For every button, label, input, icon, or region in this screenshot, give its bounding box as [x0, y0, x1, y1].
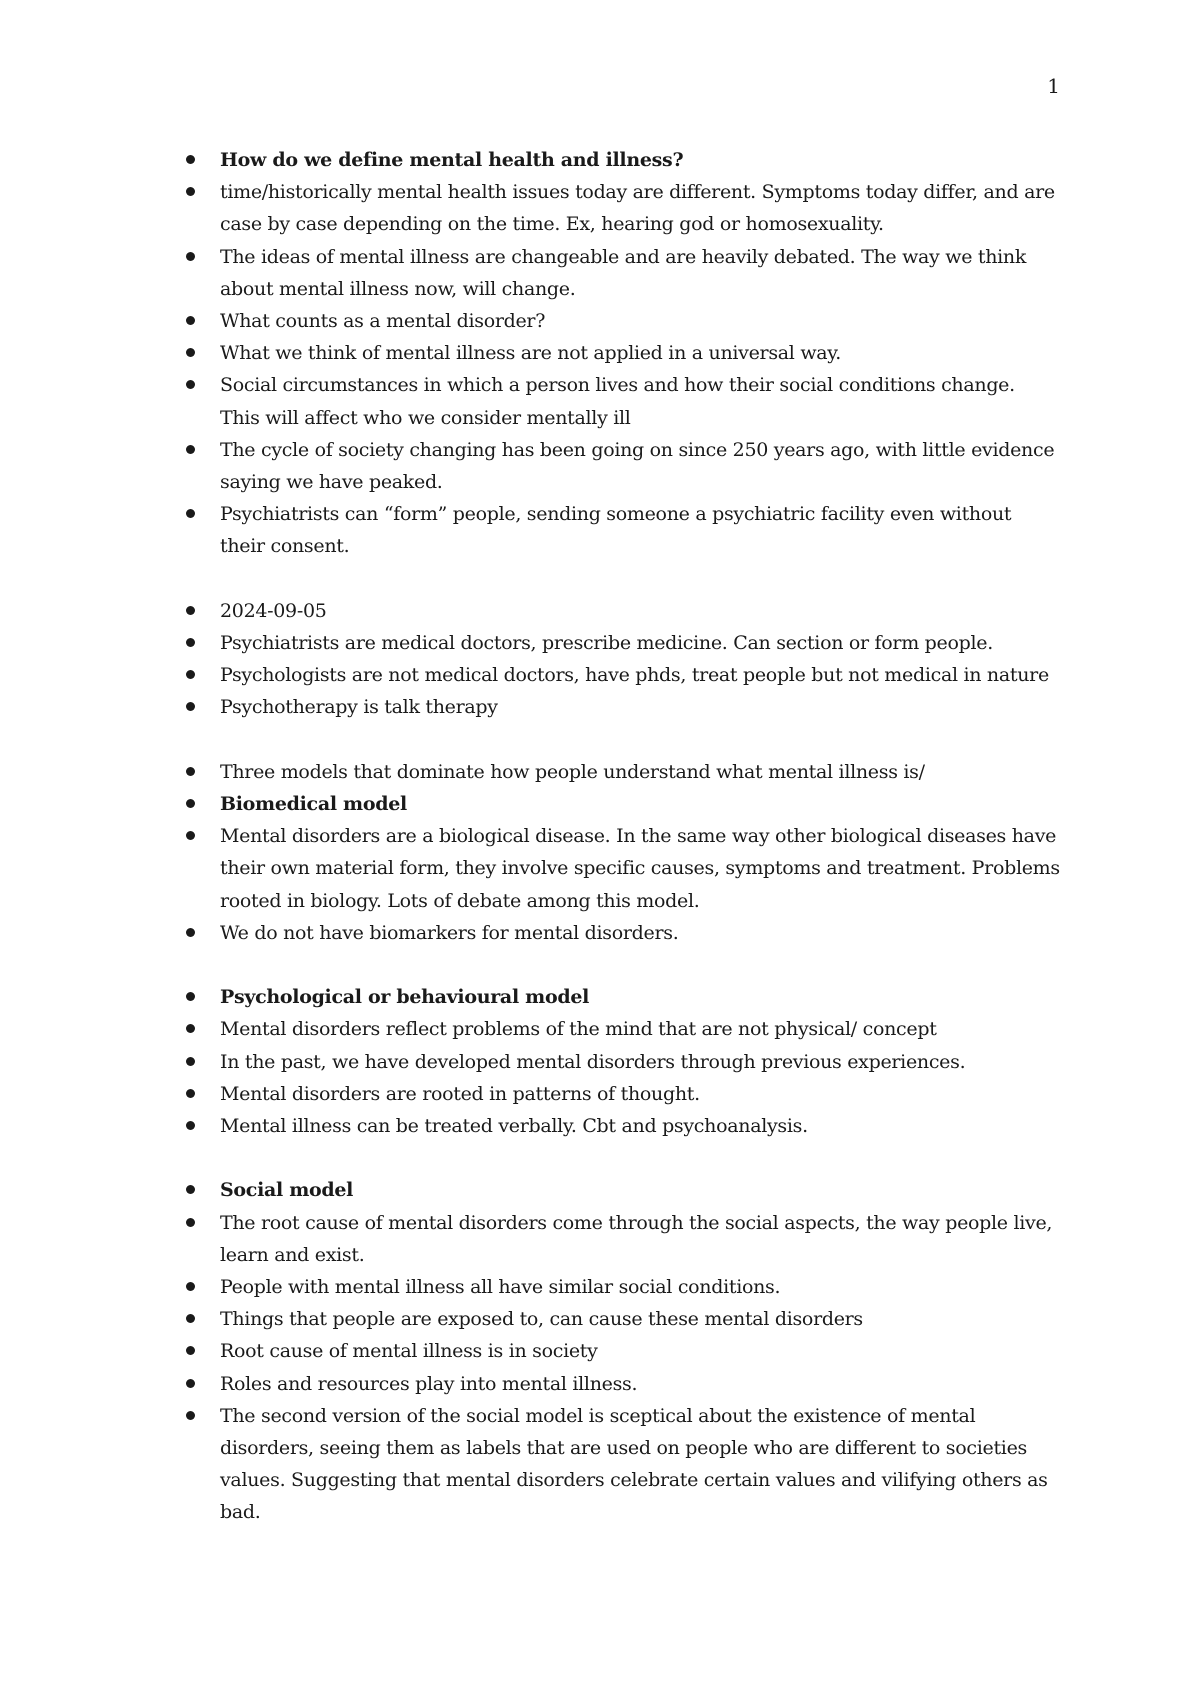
bullet-icon	[186, 1024, 195, 1033]
page-number: 1	[1047, 74, 1060, 98]
list-heading	[186, 1174, 1060, 1206]
list-item	[186, 595, 1060, 627]
bullet-icon	[186, 316, 195, 325]
list-item	[186, 1078, 1060, 1110]
bullet-icon	[186, 1411, 195, 1420]
bullet-icon	[186, 1314, 195, 1323]
bullet-icon	[186, 1089, 195, 1098]
bullet-icon	[186, 1185, 195, 1194]
bullet-icon	[186, 1346, 195, 1355]
list-item	[186, 1013, 1060, 1045]
list-item	[186, 1303, 1060, 1335]
list-item	[186, 337, 1060, 369]
list-item-text: Psychologists are not medical doctors, have phds, treat people but not medical in nature	[220, 664, 1049, 687]
bullet-icon	[186, 638, 195, 647]
list-item-text: Mental disorders are a biological disease. In the same way other biological diseases have their own material form, they involve specific causes, symptoms and treatment. Problems rooted in biology. Lots of debate among this model.	[220, 825, 1060, 912]
bullet-icon	[186, 992, 195, 1001]
bullet-icon	[186, 252, 195, 261]
list-item	[186, 659, 1060, 691]
list-item-text: Social circumstances in which a person lives and how their social conditions change. This will affect who we consider mentally ill	[220, 374, 1015, 429]
list-item-text: Mental illness can be treated verbally. Cbt and psychoanalysis.	[220, 1115, 808, 1138]
list-item-text: Three models that dominate how people understand what mental illness is/	[220, 760, 925, 783]
list-item-text: Psychiatrists can “form” people, sending someone a psychiatric facility even without their consent.	[220, 503, 1012, 558]
list-item-text: In the past, we have developed mental disorders through previous experiences.	[220, 1050, 966, 1073]
bullet-icon	[186, 380, 195, 389]
section-spacer	[186, 724, 1060, 756]
list-item	[186, 305, 1060, 337]
bullet-icon	[186, 1379, 195, 1388]
list-item	[186, 241, 1060, 305]
list-item	[186, 691, 1060, 723]
list-item	[186, 627, 1060, 659]
list-item-text: Psychiatrists are medical doctors, prescribe medicine. Can section or form people.	[220, 632, 993, 655]
list-item-text: The root cause of mental disorders come through the social aspects, the way people live, learn and exist.	[220, 1211, 1053, 1266]
list-item-text: 2024-09-05	[220, 599, 327, 622]
list-item	[186, 434, 1060, 498]
bullet-icon	[186, 509, 195, 518]
list-item	[186, 1400, 1060, 1529]
list-item-text: Psychotherapy is talk therapy	[220, 696, 498, 719]
bullet-icon	[186, 928, 195, 937]
bullet-icon	[186, 606, 195, 615]
list-heading	[186, 981, 1060, 1013]
list-item	[186, 1046, 1060, 1078]
section-spacer	[186, 949, 1060, 981]
list-item-text: Mental disorders reflect problems of the mind that are not physical/ concept	[220, 1018, 937, 1041]
list-item-text: Root cause of mental illness is in society	[220, 1340, 598, 1363]
bullet-icon	[186, 187, 195, 196]
bullet-icon	[186, 445, 195, 454]
list-item	[186, 498, 1060, 562]
bullet-icon	[186, 1121, 195, 1130]
list-item-text: Psychological or behavioural model	[220, 986, 590, 1009]
list-heading	[186, 788, 1060, 820]
bullet-icon	[186, 831, 195, 840]
list-item	[186, 1207, 1060, 1271]
list-item-text: Mental disorders are rooted in patterns of thought.	[220, 1082, 700, 1105]
list-item	[186, 1368, 1060, 1400]
bullet-icon	[186, 1282, 195, 1291]
bullet-icon	[186, 348, 195, 357]
list-item-text: time/historically mental health issues today are different. Symptoms today differ, and are case by case depending on the time. Ex, hearing god or homosexuality.	[220, 181, 1055, 236]
bullet-icon	[186, 1057, 195, 1066]
list-heading	[186, 144, 1060, 176]
list-item-text: Roles and resources play into mental illness.	[220, 1372, 638, 1395]
list-item	[186, 1271, 1060, 1303]
list-item	[186, 369, 1060, 433]
list-item-text: Things that people are exposed to, can cause these mental disorders	[220, 1308, 863, 1331]
list-item-text: Biomedical model	[220, 793, 407, 816]
list-item-text: Social model	[220, 1179, 354, 1202]
list-item	[186, 1110, 1060, 1142]
bullet-icon	[186, 155, 195, 164]
list-item	[186, 176, 1060, 240]
list-item	[186, 820, 1060, 917]
list-item-text: How do we define mental health and illness?	[220, 149, 684, 171]
list-item-text: What we think of mental illness are not applied in a universal way.	[220, 342, 841, 365]
list-item	[186, 1335, 1060, 1367]
bullet-icon	[186, 799, 195, 808]
section-spacer	[186, 1142, 1060, 1174]
list-item-text: The ideas of mental illness are changeable and are heavily debated. The way we think about mental illness now, will change.	[220, 245, 1027, 300]
bullet-icon	[186, 1218, 195, 1227]
bullet-icon	[186, 702, 195, 711]
notes-list	[186, 144, 1060, 1529]
list-item-text: What counts as a mental disorder?	[220, 310, 546, 333]
section-spacer	[186, 563, 1060, 595]
bullet-icon	[186, 670, 195, 679]
bullet-icon	[186, 767, 195, 776]
list-item	[186, 917, 1060, 949]
list-item	[186, 756, 1060, 788]
list-item-text: We do not have biomarkers for mental disorders.	[220, 921, 679, 944]
list-item-text: People with mental illness all have similar social conditions.	[220, 1276, 781, 1299]
list-item-text: The second version of the social model is sceptical about the existence of mental disorders, seeing them as labels that are used on people who are different to societies values. Suggesting that mental disorders celebrate certain values and vilifying others as bad.	[220, 1404, 1048, 1524]
list-item-text: The cycle of society changing has been going on since 250 years ago, with little evidence saying we have peaked.	[220, 438, 1055, 494]
